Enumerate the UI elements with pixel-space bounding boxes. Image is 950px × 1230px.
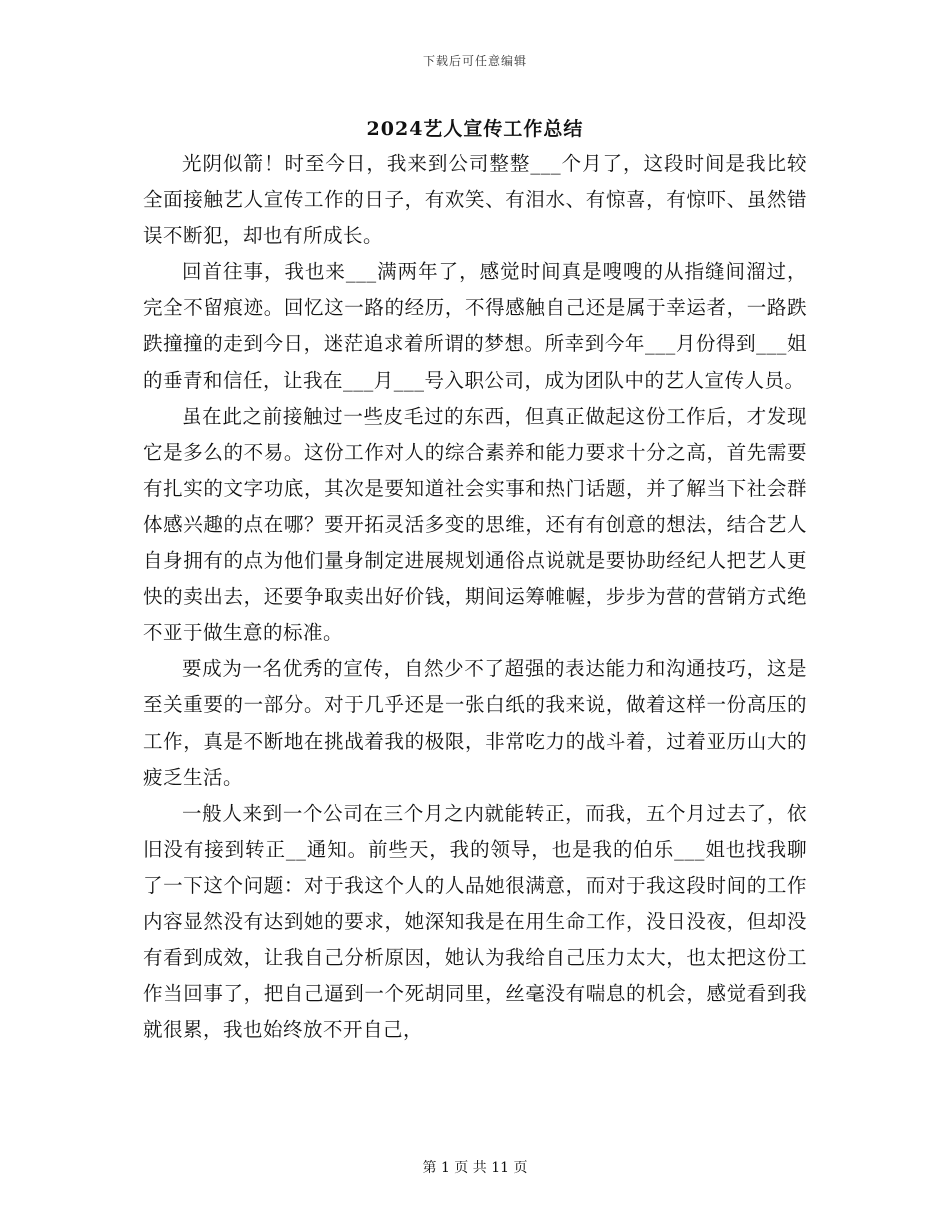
paragraph-5: 一般人来到一个公司在三个月之内就能转正，而我，五个月过去了，依旧没有接到转正__通知。前些天，我的领导，也是我的伯乐___姐也找我聊了一下这个问题：对于我这个人的人品她很满意，而对于我这段时间的工作内容显然没有达到她的要求，她深知我是在用生命工作，没日没夜，但却没有看到成效，让我自己分析原因，她认为我给自己压力太大，也太把这份工作当回事了，把自己逼到一个死胡同里，丝毫没有喘息的机会，感觉看到我就很累，我也始终放不开自己， [143, 801, 807, 1042]
document-title: 2024艺人宣传工作总结 [366, 118, 584, 140]
document-body [143, 146, 807, 1048]
page-header-note: 下载后可任意编辑 [422, 54, 527, 68]
paragraph-2: 回首往事，我也来___满两年了，感觉时间真是嗖嗖的从指缝间溜过，完全不留痕迹。回忆这一路的经历，不得感触自己还是属于幸运者，一路跌跌撞撞的走到今日，迷茫追求着所谓的梦想。所幸到今年___月份得到___姐的垂青和信任，让我在___月___号入职公司，成为团队中的艺人宣传人员。 [143, 260, 807, 392]
page-number: 第 1 页 共 11 页 [422, 1160, 528, 1176]
paragraph-4: 要成为一名优秀的宣传，自然少不了超强的表达能力和沟通技巧，这是至关重要的一部分。对于几乎还是一张白纸的我来说，做着这样一份高压的工作，真是不断地在挑战着我的极限，非常吃力的战斗着，过着亚历山大的疲乏生活。 [143, 657, 807, 789]
paragraph-3: 虽在此之前接触过一些皮毛过的东西，但真正做起这份工作后，才发现它是多么的不易。这份工作对人的综合素养和能力要求十分之高，首先需要有扎实的文字功底，其次是要知道社会实事和热门话题，并了解当下社会群体感兴趣的点在哪？要开拓灵活多变的思维，还有有创意的想法，结合艺人自身拥有的点为他们量身制定进展规划通俗点说就是要协助经纪人把艺人更快的卖出去，还要争取卖出好价钱，期间运筹帷幄，步步为营的营销方式绝不亚于做生意的标准。 [143, 404, 807, 645]
paragraph-1: 光阴似箭！时至今日，我来到公司整整___个月了，这段时间是我比较全面接触艺人宣传工作的日子，有欢笑、有泪水、有惊喜，有惊吓、虽然错误不断犯，却也有所成长。 [143, 152, 807, 248]
